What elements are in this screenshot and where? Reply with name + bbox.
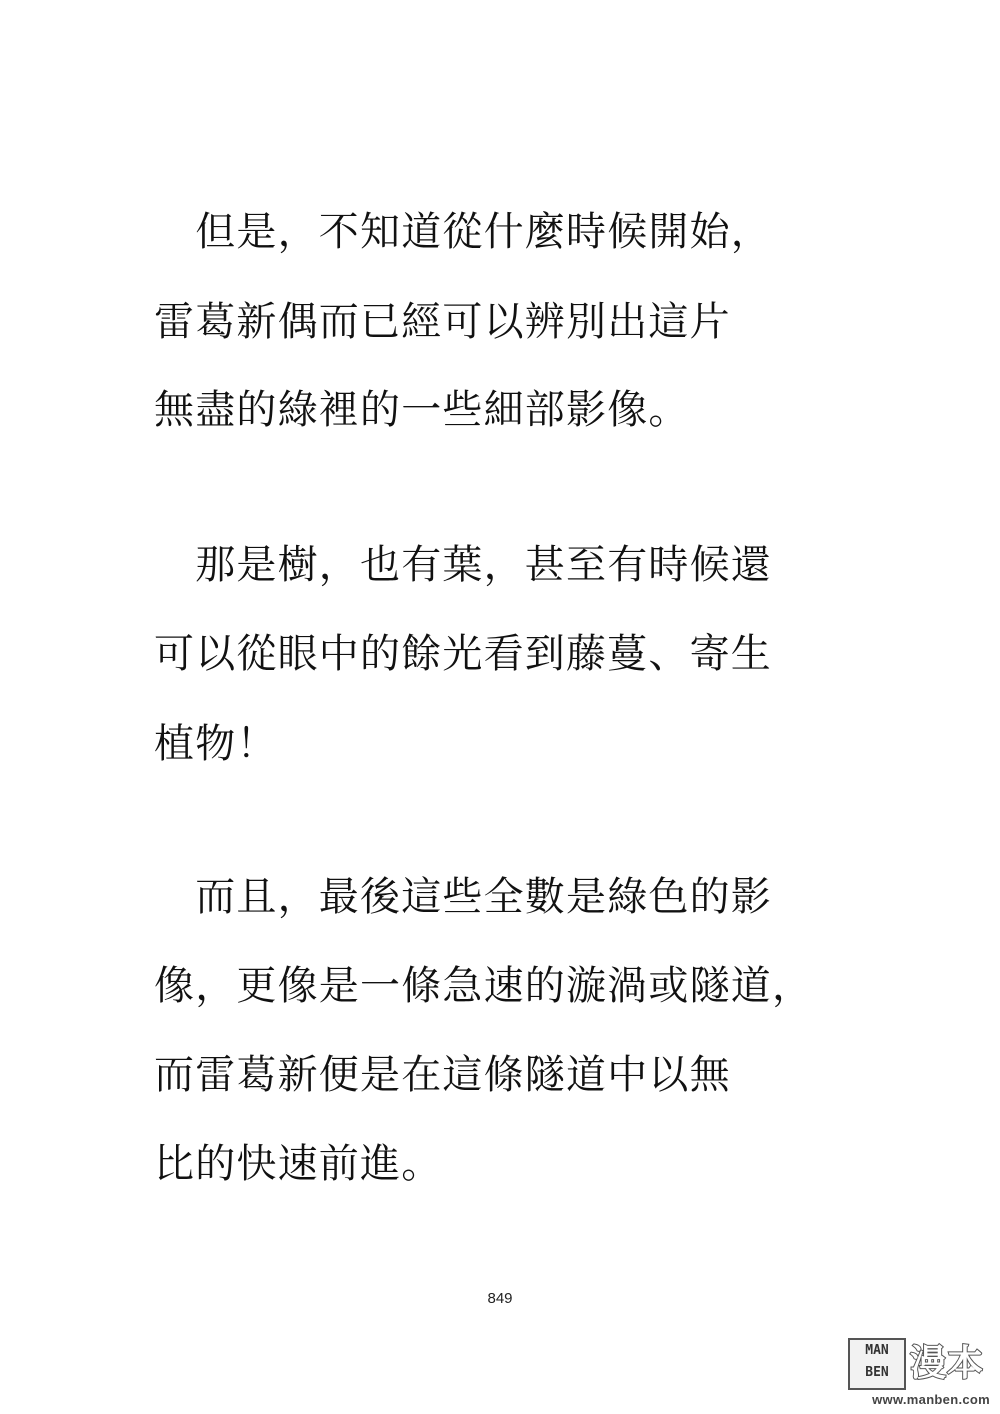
paragraph-2-line-3: 植物！	[154, 721, 278, 767]
watermark-title: 漫本	[910, 1343, 985, 1384]
watermark-url: www.manben.com	[872, 1392, 990, 1407]
paragraph-3-line-4: 比的快速前進。	[154, 1141, 443, 1187]
paragraph-3-line-3: 而雷葛新便是在這條隧道中以無	[154, 1052, 731, 1098]
paragraph-2-line-2: 可以從眼中的餘光看到藤蔓、寄生	[154, 631, 772, 677]
paragraph-1-line-1: 但是，不知道從什麼時候開始，	[154, 209, 772, 255]
paragraph-1-line-3: 無盡的綠裡的一些細部影像。	[154, 387, 690, 433]
paragraph-3-line-1: 而且，最後這些全數是綠色的影	[154, 874, 772, 920]
paragraph-1-line-2: 雷葛新偶而已經可以辨別出這片	[154, 299, 731, 345]
manben-logo-icon: MAN BEN	[848, 1338, 906, 1390]
paragraph-2-line-1: 那是樹，也有葉，甚至有時候還	[154, 542, 772, 588]
manben-watermark	[848, 1334, 990, 1406]
paragraph-3-line-2: 像，更像是一條急速的漩渦或隧道，	[154, 963, 814, 1009]
page-number: 849	[487, 1290, 513, 1307]
